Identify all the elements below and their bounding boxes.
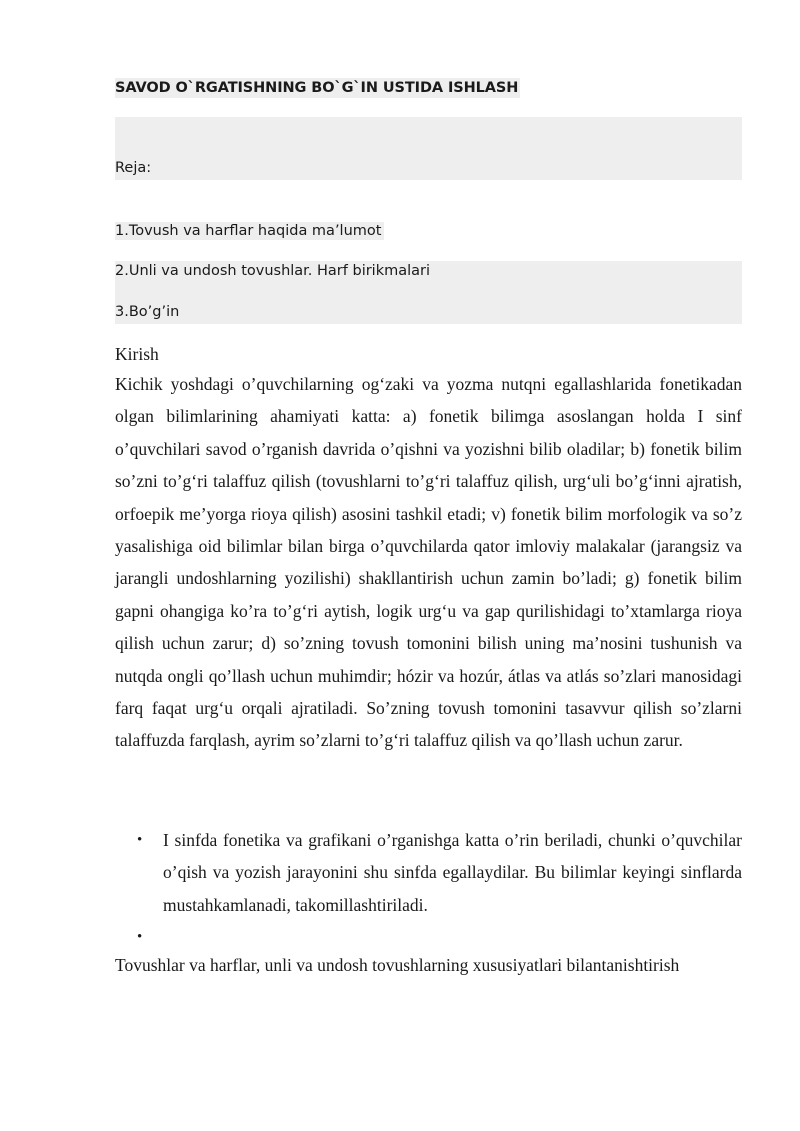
closing-line: Tovushlar va harflar, unli va undosh tovushlarning xususiyatlari bilantanishtirish (115, 955, 680, 975)
reja-highlight-block (115, 117, 742, 180)
list-item-empty (115, 921, 742, 953)
bullet-list (115, 824, 742, 953)
plan-item-2: 2.Unli va undosh tovushlar. Harf birikmalari (115, 263, 431, 279)
plan-item-3: 3.Bo’g’in (115, 304, 180, 320)
reja-label: Reja: (115, 160, 152, 176)
kirish-heading: Kirish (115, 344, 159, 364)
bullet-icon: • (137, 832, 143, 848)
intro-paragraph: Kichik yoshdagi o’quvchilarning og‘zaki va yozma nutqni egallashlarida fonetikadan olgan bilimlarining ahamiyati katta: a) fonetik bilimga asoslangan holda I sinf o’quvchilari savod o’rganish davrida o’qishni va yozishni bilib oladilar; b) fonetik bilim so’zni to’g‘ri talaffuz qilish (tovushlarni to’g‘ri talaffuz qilish, urg‘uli bo’g‘inni ajratish, orfoepik me’yorga rioya qilish) asosini tashkil etadi; v) fonetik bilim morfologik va so’z yasalishiga oid bilimlar bilan birga o’quvchilarda qator imloviy malakalar (jarangsiz va jarangli undoshlarning yozilishi) shakllantirish uchun zamin bo’ladi; g) fonetik bilim gapni ohangiga ko’ra to’g‘ri aytish, logik urg‘u va gap qurilishidagi to’xtamlarga rioya qilish uchun zarur; d) so’zning tovush tomonini bilish uning ma’nosini tushunish va nutqda ongli qo’llash uchun muhimdir; hózir va hozúr, átlas va atlás so’zlari manosidagi farq faqat urg‘u orqali ajratiladi. So’zning tovush tomonini tasavvur qilish so’zlarni talaffuzda farqlash, ayrim so’zlarni to’g‘ri talaffuz qilish va qo’llash uchun zarur. (115, 374, 742, 751)
bullet-icon: • (137, 929, 143, 946)
plan-item-1: 1.Tovush va harflar haqida ma’lumot (115, 222, 384, 240)
bullet-text: I sinfda fonetika va grafikani o’rganishga katta o’rin beriladi, chunki o’quvchilar o’qish va yozish jarayonini shu sinfda egallaydilar. Bu bilimlar keyingi sinflarda mustahkamlanadi, takomillashtiriladi. (163, 830, 742, 915)
document-title: SAVOD O`RGATISHNING BO`G`IN USTIDA ISHLASH (115, 80, 519, 96)
list-item (115, 824, 742, 921)
